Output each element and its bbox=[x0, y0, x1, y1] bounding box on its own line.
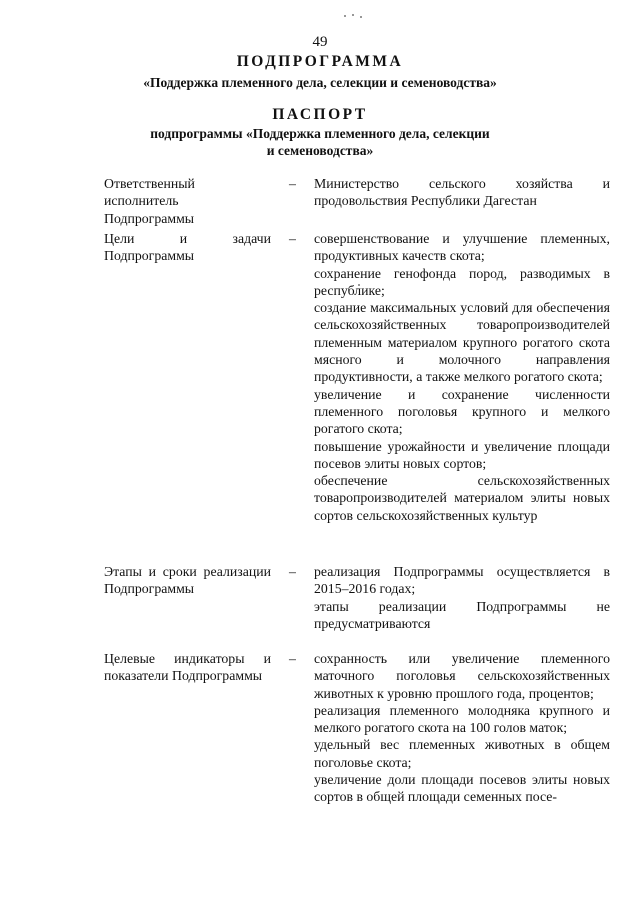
value-item: создание максимальных условий для обеспечения сельскохозяйственных товаропроизводителей племенным материалом крупного рогатого скота мясного и молочного направления продуктивности, а также мелкого рогатого скота; bbox=[314, 300, 610, 385]
row-dash: – bbox=[289, 231, 296, 246]
value-item: удельный вес племенных животных в общем поголовье скота; bbox=[314, 737, 610, 770]
scan-speck bbox=[344, 15, 346, 17]
value-item: увеличение и сохранение численности племенного поголовья крупного и мелкого рогатого скота; bbox=[314, 386, 610, 437]
value-item: реализация племенного молодняка крупного и мелкого рогатого скота на 100 голов маток; bbox=[314, 702, 610, 736]
value-item: увеличение доли площади посевов элиты новых сортов в общей площади семенных посе- bbox=[314, 772, 610, 805]
page-number: 49 bbox=[312, 34, 328, 50]
row-label: Целевые индикаторы и показатели Подпрограммы bbox=[104, 651, 271, 684]
value-item: этапы реализации Подпрограммы не предусматриваются bbox=[314, 598, 610, 631]
program-title: ПОДПРОГРАММА bbox=[236, 53, 404, 70]
row-label: Ответственный исполнитель Подпрограммы bbox=[104, 176, 195, 226]
passport-subtitle-line2: и семеноводства» bbox=[266, 143, 374, 158]
row-dash: – bbox=[289, 651, 296, 666]
row-dash: – bbox=[289, 176, 296, 191]
value-item: сохранение генофонда пород, разводимых в республике; bbox=[314, 265, 610, 298]
value-item: совершенствование и улучшение племенных, продуктивных качеств скота; bbox=[314, 231, 610, 264]
passport-title: ПАСПОРТ bbox=[272, 106, 368, 123]
value-item: обеспечение сельскохозяйственных товаропроизводителей материалом элиты новых сортов сельскохозяйственных культур bbox=[314, 473, 610, 523]
row-label: Этапы и сроки реализации Подпрограммы bbox=[104, 564, 271, 597]
passport-subtitle-line1: подпрограммы «Поддержка племенного дела, селекции bbox=[150, 126, 490, 141]
row-value bbox=[314, 230, 610, 524]
value-item: повышение урожайности и увеличение площади посевов элиты новых сортов; bbox=[314, 438, 610, 471]
row-value bbox=[314, 650, 610, 806]
row-value bbox=[314, 175, 610, 210]
row-label: Цели и задачи Подпрограммы bbox=[104, 231, 271, 264]
value-item: Министерство сельского хозяйства и продовольствия Республики Дагестан bbox=[314, 176, 610, 209]
program-subtitle: «Поддержка племенного дела, селекции и семеноводства» bbox=[143, 75, 497, 90]
row-value bbox=[314, 563, 610, 632]
value-item: сохранность или увеличение племенного маточного поголовья сельскохозяйственных животных к уровню прошлого года, процентов; bbox=[314, 651, 610, 701]
scan-speck bbox=[352, 14, 354, 16]
scan-speck bbox=[360, 16, 362, 18]
row-dash: – bbox=[289, 564, 296, 579]
value-item: реализация Подпрограммы осуществляется в 2015–2016 годах; bbox=[314, 564, 610, 597]
